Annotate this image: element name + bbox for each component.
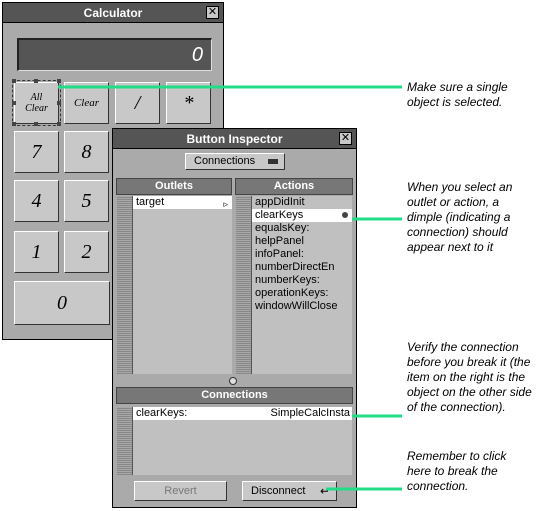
selection-handle[interactable] xyxy=(12,79,16,83)
annotation-disconnect: Remember to click here to break the connection. xyxy=(407,449,507,493)
action-item[interactable]: windowWillClose xyxy=(255,300,338,312)
disconnect-label: Disconnect xyxy=(251,485,306,497)
selection-handle[interactable] xyxy=(12,122,16,126)
split-handle-icon[interactable] xyxy=(229,377,237,385)
actions-header: Actions xyxy=(235,178,353,195)
connections-scrollbar[interactable] xyxy=(117,407,133,475)
four-label: 4 xyxy=(31,189,42,212)
clear-button[interactable] xyxy=(64,82,109,124)
selection-handle[interactable] xyxy=(57,79,61,83)
calculator-display: 0 xyxy=(17,38,212,71)
outlets-scrollbar[interactable] xyxy=(117,196,133,374)
eight-button[interactable] xyxy=(64,131,109,173)
divide-button[interactable] xyxy=(115,82,160,124)
dimple-icon: ▹ xyxy=(223,199,228,209)
outlet-item[interactable] xyxy=(133,196,232,209)
dimple-icon xyxy=(342,212,348,218)
multiply-label: * xyxy=(183,91,194,114)
actions-list xyxy=(252,196,352,374)
two-label: 2 xyxy=(81,240,92,263)
close-icon[interactable]: ✕ xyxy=(340,132,351,144)
inspector-titlebar[interactable] xyxy=(113,129,356,149)
action-item-selected[interactable] xyxy=(252,209,352,222)
action-item[interactable]: numberKeys: xyxy=(255,274,320,286)
all-clear-button[interactable] xyxy=(14,82,59,124)
popup-icon xyxy=(268,159,278,164)
close-icon[interactable]: ✕ xyxy=(207,6,218,18)
return-icon: ↵ xyxy=(319,484,330,498)
action-item[interactable]: equalsKey: xyxy=(255,222,310,234)
seven-label: 7 xyxy=(31,140,42,163)
mode-popup-label: Connections xyxy=(194,155,256,167)
four-button[interactable] xyxy=(14,180,59,222)
eight-label: 8 xyxy=(81,140,92,163)
one-button[interactable] xyxy=(14,231,59,273)
calculator-titlebar[interactable] xyxy=(3,3,223,23)
outlets-header: Outlets xyxy=(116,178,232,195)
clear-label: Clear xyxy=(73,97,100,109)
inspector-window xyxy=(112,128,357,508)
all-clear-label: All Clear xyxy=(25,92,48,114)
calculator-title: Calculator xyxy=(83,6,143,20)
two-button[interactable] xyxy=(64,231,109,273)
actions-scrollbar[interactable] xyxy=(236,196,252,374)
disconnect-button[interactable] xyxy=(242,481,337,501)
connection-target: SimpleCalcInsta xyxy=(270,407,350,419)
zero-label: 0 xyxy=(57,291,67,314)
selection-handle[interactable] xyxy=(12,101,16,105)
action-item[interactable]: helpPanel xyxy=(255,235,304,247)
outlet-label: target xyxy=(136,196,165,208)
zero-button[interactable] xyxy=(14,281,110,325)
annotation-select-object: Make sure a single object is selected. xyxy=(407,80,508,109)
selection-handle[interactable] xyxy=(57,101,61,105)
revert-label: Revert xyxy=(164,485,197,497)
connection-action: clearKeys: xyxy=(136,407,188,419)
five-button[interactable] xyxy=(64,180,109,222)
selection-handle[interactable] xyxy=(34,122,38,126)
divide-label: / xyxy=(134,91,141,114)
seven-button[interactable] xyxy=(14,131,59,173)
annotation-verify: Verify the connection before you break it (the item on the right is the object on the other side of the connection). xyxy=(407,340,532,414)
selection-handle[interactable] xyxy=(57,122,61,126)
mode-popup-button[interactable] xyxy=(185,153,285,170)
action-label: clearKeys xyxy=(255,209,304,221)
selection-handle[interactable] xyxy=(34,79,38,83)
action-item[interactable]: numberDirectEn xyxy=(255,261,335,273)
multiply-button[interactable] xyxy=(166,82,211,124)
inspector-title: Button Inspector xyxy=(186,132,283,146)
revert-button[interactable] xyxy=(134,481,227,501)
action-item[interactable]: infoPanel: xyxy=(255,248,304,260)
connections-header: Connections xyxy=(116,387,353,404)
outlets-list xyxy=(133,196,232,374)
five-label: 5 xyxy=(81,189,92,212)
one-label: 1 xyxy=(31,240,42,263)
connections-list xyxy=(133,407,352,475)
annotation-dimple: When you select an outlet or action, a dimple (indicating a connection) should appear next to it xyxy=(407,180,513,254)
action-item[interactable]: appDidInit xyxy=(255,196,305,208)
action-item[interactable]: operationKeys: xyxy=(255,287,329,299)
connection-row[interactable] xyxy=(133,407,352,420)
